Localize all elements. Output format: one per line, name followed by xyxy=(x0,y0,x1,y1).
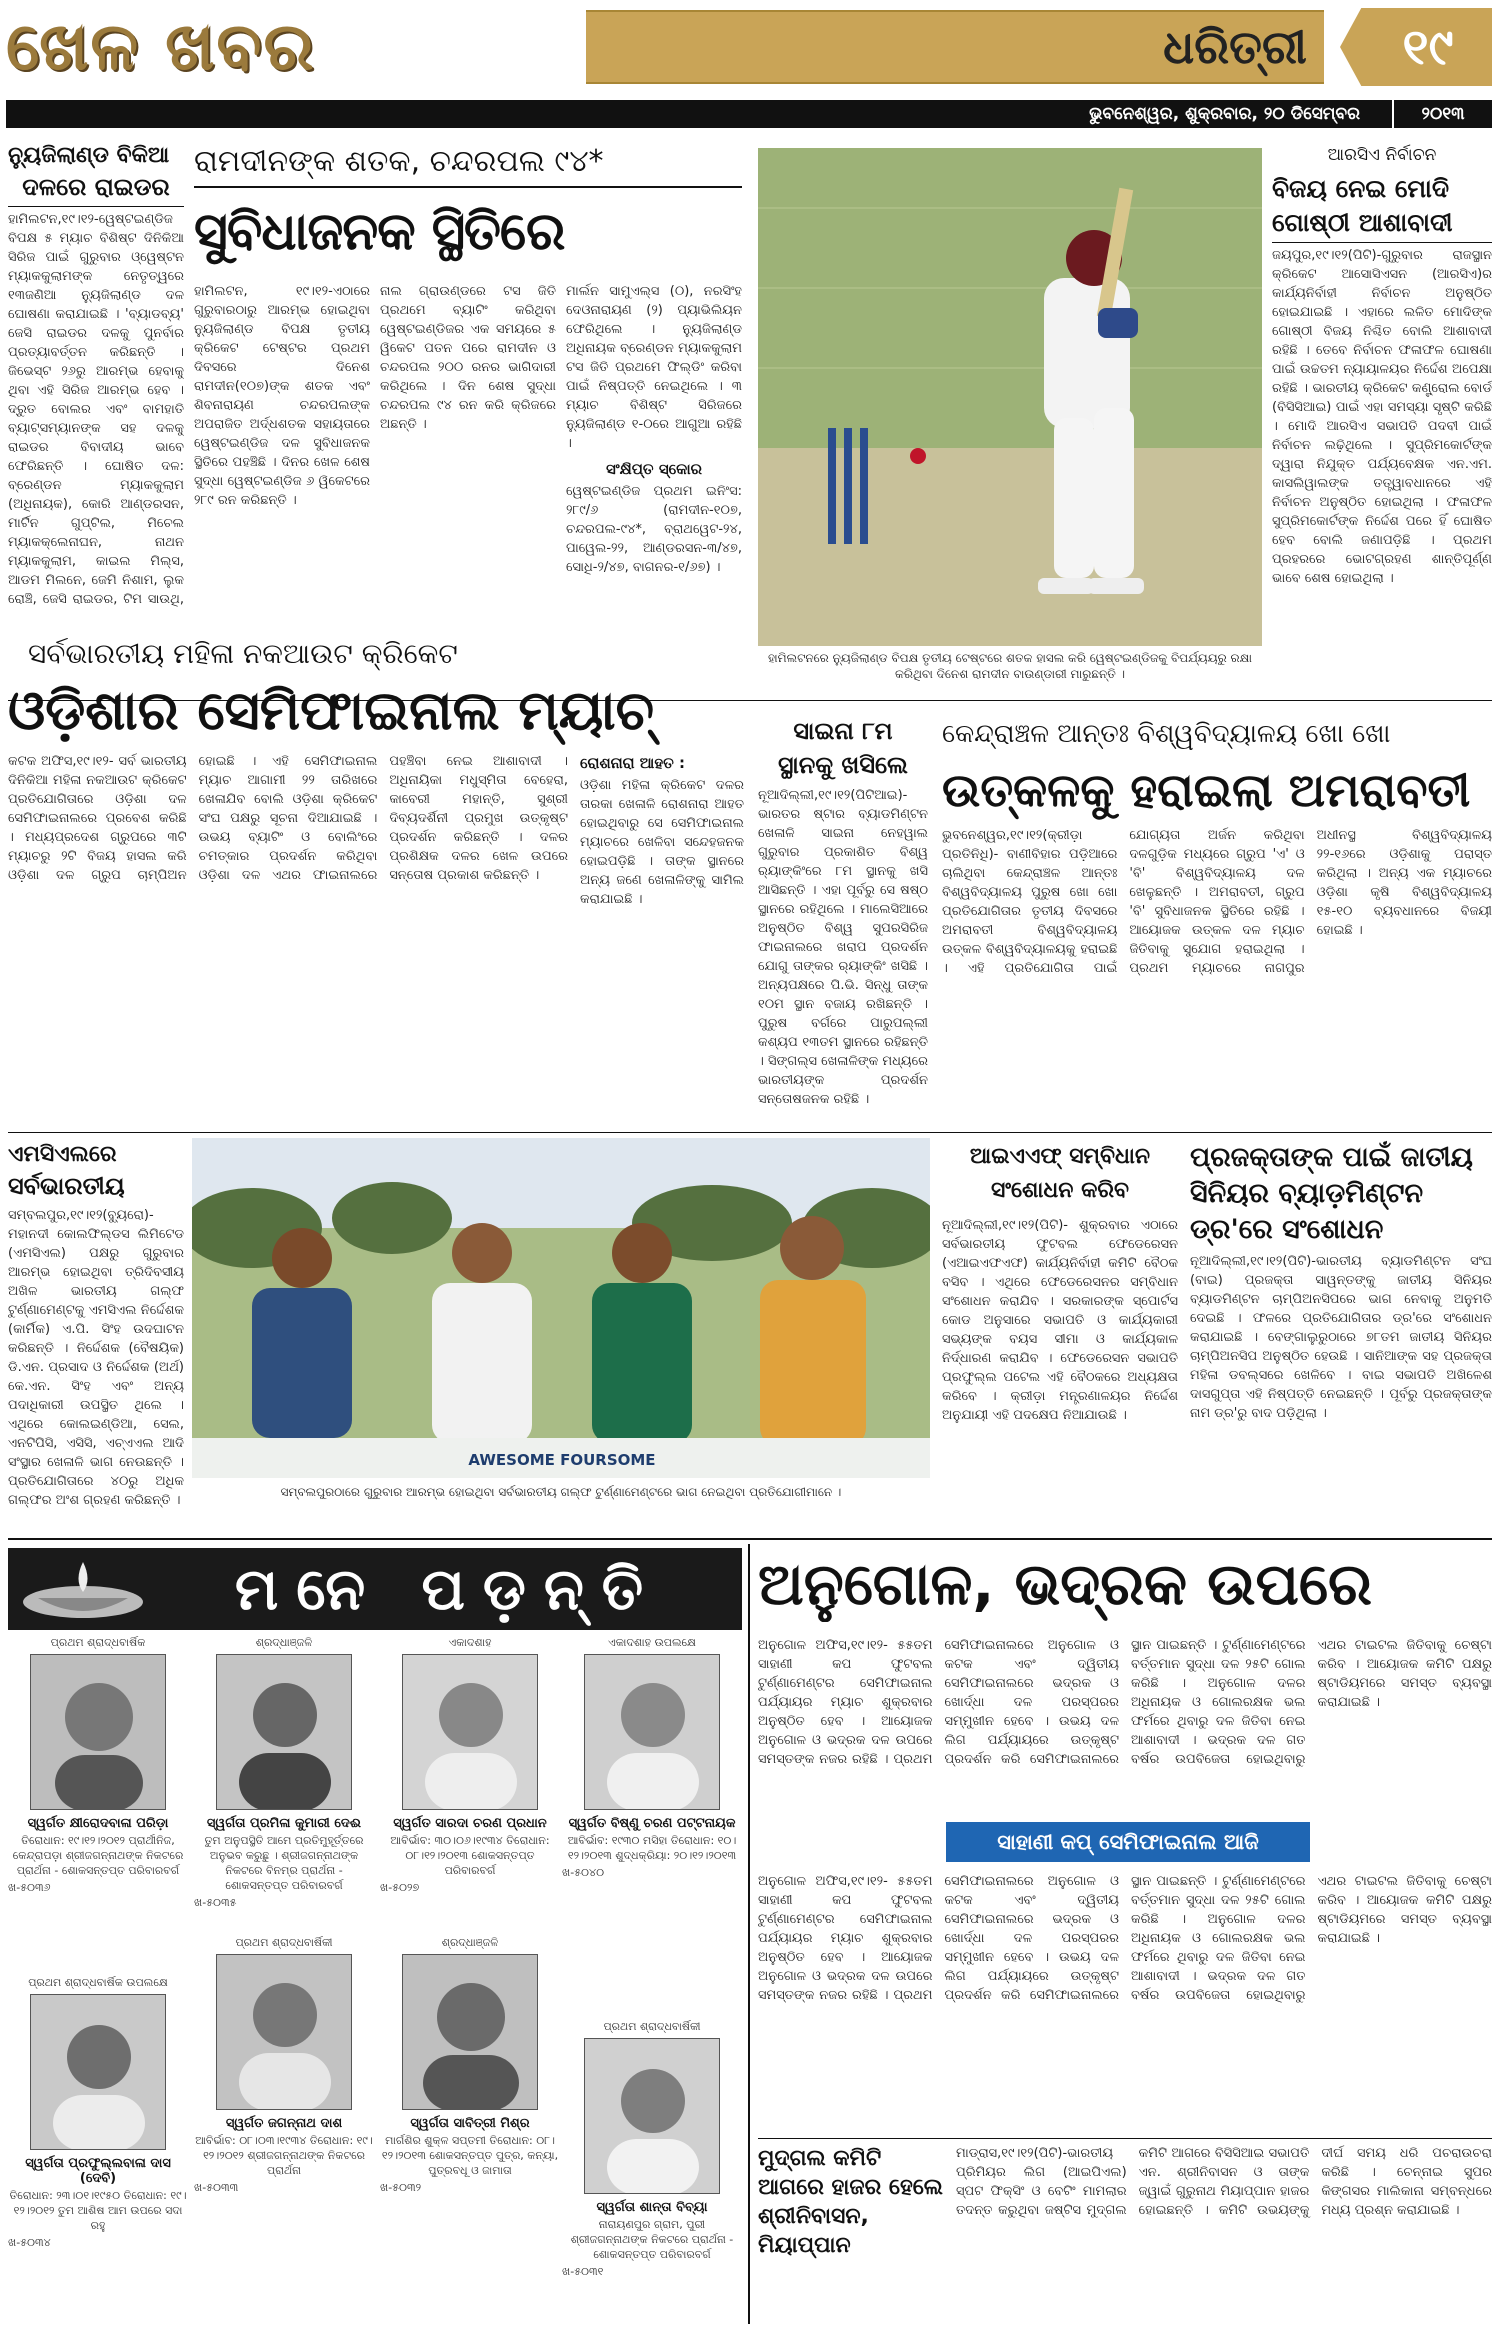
portrait xyxy=(216,1654,352,1810)
photo-caption: ହାମିଲଟନରେ ନ୍ୟୁଜିଲାଣ୍ଡ ବିପକ୍ଷ ତୃତୀୟ ଟେଷ୍ଟରେ ଶତକ ହାସଲ କରି ୱେଷ୍ଟଇଣ୍ଡିଜକୁ ବିପର୍ଯ୍ୟୟରୁ ରକ୍ଷା କରିଥିବା ଦିନେଶ ରାମଦୀନ ବାଉଣ୍ଡାରୀ ମାରୁଛନ୍ତି । xyxy=(767,651,1253,681)
vertical-divider xyxy=(748,1544,750,2324)
masthead xyxy=(0,0,1498,132)
dateline: ଭୁବନେଶ୍ୱର, ଶୁକ୍ରବାର, ୨୦ ଡିସେମ୍ବର xyxy=(1089,104,1360,124)
headline: ପ୍ରଜକ୍ତାଙ୍କ ପାଇଁ ଜାତୀୟ ସିନିୟର ବ୍ୟାଡ଼ମିଣ୍ଟନ ଡ୍ର'ରେ ସଂଶୋଧନ xyxy=(1190,1142,1473,1245)
headline: ସର୍ବଭାରତୀୟ xyxy=(8,1172,125,1200)
obit-card: ଏକାଦଶାହ ଉପଲକ୍ଷେ ସ୍ୱର୍ଗତ ବିଷ୍ଣୁ ଚରଣ ପଟ୍ଟନାୟକ ଆବିର୍ଭାବ: ୧୯୩୦ ମସିହା ତିରୋଧାନ: ୧୦।୧୨।୨୦୧୩ ଶୁଦ୍ଧକ୍ରିୟା: ୨୦।୧୨।୨୦୧୩ ଖ-୫୦୪୦ xyxy=(562,1636,737,1879)
story-body: ଭୁବନେଶ୍ୱର,୧୯।୧୨(କ୍ରୀଡ଼ା ପ୍ରତିନିଧି)- ବାଣୀବିହାର ପଡ଼ିଆରେ ଚାଲିଥିବା କେନ୍ଦ୍ରାଞ୍ଚଳ ଆନ୍ତଃ ବିଶ୍ୱବିଦ୍ୟାଳୟ ପୁରୁଷ ଖୋ ଖୋ ପ୍ରତିଯୋଗିତାର ତୃତୀୟ ଦିବସରେ ଅମରାବତୀ ବିଶ୍ୱବିଦ୍ୟାଳୟ ଉତ୍କଳ ବିଶ୍ୱବିଦ୍ୟାଳୟକୁ ହରାଇଛି । ଏହି ପ୍ରତିଯୋଗିତା ପାଇଁ ଯୋଗ୍ୟତା ଅର୍ଜନ କରିଥିବା ଦଳଗୁଡ଼ିକ ମଧ୍ୟରେ ଗ୍ରୁପ 'ଏ' ଓ 'ବି' ବିଶ୍ୱବିଦ୍ୟାଳୟ ଦଳ ଖେଳୁଛନ୍ତି । ଅମରାବତୀ, ଗ୍ରୁପ 'ବି' ସୁବିଧାଜନକ ସ୍ଥିତିରେ ରହିଛି । ଆୟୋଜକ ଉତ୍କଳ ଦଳ ମ୍ୟାଚ ଜିତିବାକୁ ସୁଯୋଗ ହରାଇଥିଲା । ପ୍ରଥମ ମ୍ୟାଚରେ ନାଗପୁର ଅଧୀନସ୍ଥ ବିଶ୍ୱବିଦ୍ୟାଳୟ ୨୨-୧୬ରେ ଓଡ଼ିଶାକୁ ପରାସ୍ତ କରିଥିଲା । ଅନ୍ୟ ଏକ ମ୍ୟାଚରେ ଓଡ଼ିଶା କୃଷି ବିଶ୍ୱବିଦ୍ୟାଳୟ ୧୫-୧୦ ବ୍ୟବଧାନରେ ବିଜୟୀ ହୋଇଛି । xyxy=(942,828,1492,976)
obit-card: ଶ୍ରଦ୍ଧାଞ୍ଜଳି ସ୍ୱର୍ଗତା ସାବିତ୍ରୀ ମିଶ୍ର ମାର୍ଗଶିର ଶୁକ୍ଳ ସପ୍ତମୀ ତିରୋଧାନ: ୦୮।୧୨।୨୦୧୩ ଶୋକସନ୍ତପ୍ତ ପୁତ୍ର, କନ୍ୟା, ପୁତ୍ରବଧୂ ଓ ଜାମାତା ଖ-୫୦୩୨ xyxy=(380,1936,559,2194)
obit-card: ଶ୍ରଦ୍ଧାଞ୍ଜଳି ସ୍ୱର୍ଗତା ପ୍ରମିଳା କୁମାରୀ ଦେଈ ତୁମ ଅନୁପସ୍ଥିତି ଆମେ ପ୍ରତିମୁହୂର୍ତ୍ତରେ ଅନୁଭବ କରୁଛୁ । ଶ୍ରୀଜଗନ୍ନାଥଙ୍କ ନିକଟରେ ବିନମ୍ର ପ୍ରାର୍ଥନା - ଶୋକସନ୍ତପ୍ତ ପରିବାରବର୍ଗ ଖ-୫୦୩୫ xyxy=(194,1636,364,1909)
sub-body: ଓଡ଼ିଶା ମହିଳା କ୍ରିକେଟ ଦଳର ତାରକା ଖେଳାଳି ରୋଶନାରା ଆହତ ହୋଇଥିବାରୁ ସେ ସେମିଫାଇନାଲ ମ୍ୟାଚରେ ଖେଳିବା ସନ୍ଦେହଜନକ ହୋଇପଡ଼ିଛି । ତାଙ୍କ ସ୍ଥାନରେ ଅନ୍ୟ ଜଣେ ଖେଳାଳିଙ୍କୁ ସାମିଲ କରାଯାଇଛି । xyxy=(580,778,744,907)
photo-banner: AWESOME FOURSOME xyxy=(468,1451,656,1469)
story-badminton xyxy=(1190,1140,1492,1540)
obituary-grid xyxy=(8,1636,742,2326)
obit-card: ପ୍ରଥମ ଶ୍ରାଦ୍ଧବାର୍ଷିକୀ ସ୍ୱର୍ଗତ ଜଗନ୍ନାଥ ଦାଶ ଆବିର୍ଭାବ: ୦୮।୦୩।୧୯୩୪ ତିରୋଧାନ: ୧୯।୧୨।୨୦୧୨ ଶ୍ରୀଜଗନ୍ନାଥଙ୍କ ନିକଟରେ ପ୍ରାର୍ଥନା ଖ-୫୦୩୩ xyxy=(194,1936,373,2194)
divider xyxy=(1272,242,1492,243)
diya-icon xyxy=(18,1554,148,1624)
headline: ବିଜୟ ନେଇ ମୋଦି ଗୋଷ୍ଠୀ ଆଶାବାଦୀ xyxy=(1272,174,1453,237)
kicker: କେନ୍ଦ୍ରାଞ୍ଚଳ ଆନ୍ତଃ ବିଶ୍ୱବିଦ୍ୟାଳୟ ଖୋ ଖୋ xyxy=(942,719,1391,749)
golf-caption: ସମ୍ବଲପୁରଠାରେ ଗୁରୁବାର ଆରମ୍ଭ ହୋଇଥିବା ସର୍ବଭାରତୀୟ ଗଲ୍ଫ ଟୁର୍ଣ୍ଣାମେଣ୍ଟରେ ଭାଗ ନେଇଥିବା ପ୍ରତିଯୋଗୀମାନେ । xyxy=(280,1485,842,1499)
section-divider xyxy=(8,1132,1492,1133)
headline: ଦଳରେ ରାଇଡର xyxy=(22,173,170,201)
story-kho-kho xyxy=(942,708,1492,1128)
ball xyxy=(910,448,926,464)
kicker: ଆରସିଏ ନିର୍ବାଚନ xyxy=(1327,145,1437,165)
story-iaaf xyxy=(942,1140,1178,1540)
story-body: ନୂଆଦିଲ୍ଲୀ,୧୯।୧୨(ପିଟି)-ଭାରତୀୟ ବ୍ୟାଡମିଣ୍ଟନ ସଂଘ (ବାଇ) ପ୍ରଜକ୍ତା ସାୱନ୍ତଙ୍କୁ ଜାତୀୟ ସିନିୟର ବ୍ୟାଡମିଣ୍ଟନ ଚାମ୍ପିଅନସିପରେ ଭାଗ ନେବାକୁ ଅନୁମତି ଦେଇଛି । ଫଳରେ ପ୍ରତିଯୋଗିତାର ଡ୍ର'ରେ ସଂଶୋଧନ କରାଯାଇଛି । ବେଙ୍ଗାଲୁରୁଠାରେ ୭୮ତମ ଜାତୀୟ ସିନିୟର ଚାମ୍ପିଅନସିପ ଅନୁଷ୍ଠିତ ହେଉଛି । ସାନିଆଙ୍କ ସହ ପ୍ରଜକ୍ତା ମହିଳା ଡବଲ୍ସରେ ଖେଳିବେ । ବାଇ ସଭାପତି ଅଖିଳେଶ ଦାସଗୁପ୍ତା ଏହି ନିଷ୍ପତ୍ତି ନେଇଛନ୍ତି । ପୂର୍ବରୁ ପ୍ରଜକ୍ତାଙ୍କ ନାମ ଡ୍ର'ରୁ ବାଦ ପଡ଼ିଥିଲା । xyxy=(1190,1254,1492,1421)
portrait xyxy=(584,1654,720,1810)
story-saina xyxy=(758,708,928,1128)
page-number: ୧୯ xyxy=(1402,18,1454,76)
story-body: ନୂଆଦିଲ୍ଲୀ,୧୯।୧୨(ପିଟି)- ଶୁକ୍ରବାର ଏଠାରେ ସର୍ବଭାରତୀୟ ଫୁଟବଲ ଫେଡେରେସନ (ଏଆଇଏଫଏଫ) କାର୍ଯ୍ୟନିର୍ବାହୀ କମିଟି ବୈଠକ ବସିବ । ଏଥିରେ ଫେଡେରେସନର ସମ୍ବିଧାନ ସଂଶୋଧନ କରାଯିବ । ସରକାରଙ୍କ ସ୍ପୋର୍ଟସ କୋଡ ଅନୁସାରେ ସଭାପତି ଓ କାର୍ଯ୍ୟକାରୀ ସଭ୍ୟଙ୍କ ବୟସ ସୀମା ଓ କାର୍ଯ୍ୟକାଳ ନିର୍ଦ୍ଧାରଣ କରାଯିବ । ଫେଡେରେସନ ସଭାପତି ପ୍ରଫୁଲ୍ଲ ପଟେଲ ଏହି ବୈଠକରେ ଅଧ୍ୟକ୍ଷତା କରିବେ । କ୍ରୀଡ଼ା ମନ୍ତ୍ରଣାଳୟର ନିର୍ଦ୍ଦେଶ ଅନୁଯାୟୀ ଏହି ପଦକ୍ଷେପ ନିଆଯାଉଛି । xyxy=(942,1218,1178,1423)
year-box: ୨୦୧୩ xyxy=(1392,100,1492,128)
headline: ଆଇଏଏଫ୍ ସମ୍ବିଧାନ ସଂଶୋଧନ କରିବ xyxy=(969,1144,1151,1203)
story-body: ମାଡ୍ରାସ,୧୯।୧୨(ପିଟି)-ଭାରତୀୟ ପ୍ରିମିୟର ଲିଗ (ଆଇପିଏଲ) ସ୍ପଟ ଫିକ୍ସିଂ ଓ ବେଟିଂ ମାମଲାର ତଦନ୍ତ କରୁଥିବା ଜଷ୍ଟିସ ମୁଦ୍ଗଲ କମିଟି ଆଗରେ ବିସିସିଆଇ ସଭାପତି ଏନ. ଶ୍ରୀନିବାସନ ଓ ତାଙ୍କ ଜ୍ୱାଇଁ ଗୁରୁନାଥ ମିୟାପ୍ପାନ ହାଜର ହୋଇଛନ୍ତି । କମିଟି ଉଭୟଙ୍କୁ ଦୀର୍ଘ ସମୟ ଧରି ପଚରାଉଚରା କରିଛି । ଚେନ୍ନାଇ ସୁପର କିଙ୍ଗସର ମାଲିକାନା ସମ୍ବନ୍ଧରେ ମଧ୍ୟ ପ୍ରଶ୍ନ କରାଯାଇଛି । xyxy=(956,2146,1492,2218)
kicker: ସାଇନା ୮ମ xyxy=(793,717,893,745)
headline: ଓଡ଼ିଶାର ସେମିଫାଇନାଲ ମ୍ୟାଚ୍ xyxy=(8,679,655,742)
story-body: କଟକ ଅଫିସ,୧୯।୧୨- ସର୍ବ ଭାରତୀୟ ଦିନିକିଆ ମହିଳା ନକଆଉଟ କ୍ରିକେଟ ପ୍ରତିଯୋଗିତାରେ ଓଡ଼ିଶା ଦଳ ସେମିଫାଇନାଲରେ ପ୍ରବେଶ କରିଛି । ମଧ୍ୟପ୍ରଦେଶ ଗ୍ରୁପରେ ୩ଟି ମ୍ୟାଚରୁ ୨ଟି ବିଜୟ ହାସଲ କରି ଓଡ଼ିଶା ଦଳ ଗ୍ରୁପ ଚାମ୍ପିଅନ ହୋଇଛି । ଏହି ସେମିଫାଇନାଲ ମ୍ୟାଚ ଆଗାମୀ ୨୨ ତାରିଖରେ ଖେଳାଯିବ ବୋଲି ଓଡ଼ିଶା କ୍ରିକେଟ ସଂଘ ପକ୍ଷରୁ ସୂଚନା ଦିଆଯାଇଛି । ଉଭୟ ବ୍ୟାଟିଂ ଓ ବୋଲିଂରେ ଚମତ୍କାର ପ୍ରଦର୍ଶନ କରିଥିବା ଓଡ଼ିଶା ଦଳ ଏଥର ଫାଇନାଲରେ ପହଞ୍ଚିବା ନେଇ ଆଶାବାଦୀ । ଅଧିନାୟିକା ମଧୁସ୍ମିତା ବେହେରା, କାବେରୀ ମହାନ୍ତି, ସୁଶ୍ରୀ ଦିବ୍ୟଦର୍ଶିନୀ ପ୍ରମୁଖ ଉତ୍କୃଷ୍ଟ ପ୍ରଦର୍ଶନ କରିଛନ୍ତି । ଦଳର ପ୍ରଶିକ୍ଷକ ଦଳର ଖେଳ ଉପରେ ସନ୍ତୋଷ ପ୍ରକାଶ କରିଛନ୍ତି । xyxy=(8,754,568,883)
section-divider xyxy=(8,1538,1492,1540)
story-body: ହାମିଲଟନ,୧୯।୧୨-ୱେଷ୍ଟଇଣ୍ଡିଜ ବିପକ୍ଷ ୫ ମ୍ୟାଚ ବିଶିଷ୍ଟ ଦିନିକିଆ ସିରିଜ ପାଇଁ ଗୁରୁବାର ଓ୍ୱେଷ୍ଟନ ମ୍ୟାକକୁଲାମଙ୍କ ନେତୃତ୍ୱରେ ୧୩ଜଣିଆ ନ୍ୟୁଜିଲାଣ୍ଡ ଦଳ ଘୋଷଣା କରାଯାଇଛି । 'ବ୍ୟାଡବ୍ୟ' ଜେସି ରାଇଡର ଦଳକୁ ପୁନର୍ବାର ପ୍ରତ୍ୟାବର୍ତ୍ତନ କରିଛନ୍ତି । ଜିଭେସ୍ଟ ୨୬ରୁ ଆରମ୍ଭ ହେବାକୁ ଥିବା ଏହି ସିରିଜ ଆରମ୍ଭ ହେବ । ଦ୍ରୁତ ବୋଲର ଏବଂ ବାମହାତି ବ୍ୟାଟ୍ସମ୍ୟାନଙ୍କ ସହ ଦଳକୁ ରାଇଡର ବିବାଦୀୟ ଭାବେ ଫେରିଛନ୍ତି । ଘୋଷିତ ଦଳ: ବ୍ରେଣ୍ଡନ ମ୍ୟାକକୁଲାମ (ଅଧିନାୟକ), କୋରି ଆଣ୍ଡରସନ, ମାର୍ଟିନ ଗୁପ୍ଟିଲ, ମିଚେଲ ମ୍ୟାକକ୍ଲେନାଘନ, ନାଥନ ମ୍ୟାକକୁଲାମ, କାଇଲ ମିଲ୍ସ, ଆଡମ ମିଲନେ, ଜେମି ନିଶାମ, ଲୁକ ରୋଞ୍ଚି, ଜେସି ରାଇଡର, ଟିମ ସାଉଥି, xyxy=(8,212,184,607)
section-divider xyxy=(758,2138,1492,2139)
story-body: ନୂଆଦିଲ୍ଲୀ,୧୯।୧୨(ପିଟିଆଇ)- ଭାରତର ଷ୍ଟାର ବ୍ୟାଡମିଣ୍ଟନ ଖେଳାଳି ସାଇନା ନେହୱାଲ ଗୁରୁବାର ପ୍ରକାଶିତ ବିଶ୍ୱ ର‍୍ୟାଙ୍କିଂରେ ୮ମ ସ୍ଥାନକୁ ଖସି ଆସିଛନ୍ତି । ଏହା ପୂର୍ବରୁ ସେ ଷଷ୍ଠ ସ୍ଥାନରେ ରହିଥିଲେ । ମାଲେସିଆରେ ଅନୁଷ୍ଠିତ ବିଶ୍ୱ ସୁପରସିରିଜ ଫାଇନାଲରେ ଖରାପ ପ୍ରଦର୍ଶନ ଯୋଗୁ ତାଙ୍କର ର‍୍ୟାଙ୍କିଂ ଖସିଛି । ଅନ୍ୟପକ୍ଷରେ ପି.ଭି. ସିନ୍ଧୁ ତାଙ୍କ ୧୦ମ ସ୍ଥାନ ବଜାୟ ରଖିଛନ୍ତି । ପୁରୁଷ ବର୍ଗରେ ପାରୁପଲ୍ଲୀ କଶ୍ୟପ ୧୩ତମ ସ୍ଥାନରେ ରହିଛନ୍ତି । ସିଙ୍ଗଲ୍ସ ଖେଳାଳିଙ୍କ ମଧ୍ୟରେ ଭାରତୀୟଙ୍କ ପ୍ରଦର୍ଶନ ସନ୍ତୋଷଜନକ ରହିଛି । xyxy=(758,788,928,1107)
score-title: ସଂକ୍ଷିପ୍ତ ସ୍କୋର xyxy=(605,460,703,478)
story-srinivasan xyxy=(758,2144,1492,2324)
sub-title: ରୋଶନାରା ଆହତ : xyxy=(580,754,685,772)
headline: ସୁବିଧାଜନକ ସ୍ଥିତିରେ xyxy=(194,202,565,262)
portrait xyxy=(216,1954,352,2110)
col-1: ହାମିଲଟନ, ୧୯।୧୨-ଏଠାରେ ଗୁରୁବାରଠାରୁ ଆରମ୍ଭ ହୋଇଥିବା ନ୍ୟୁଜିଲାଣ୍ଡ ବିପକ୍ଷ ତୃତୀୟ କ୍ରିକେଟ ଟେଷ୍ଟର ପ୍ରଥମ ଦିବସରେ ଦିନେଶ ରାମଦୀନ(୧୦୭)ଙ୍କ ଶତକ ଏବଂ ଶିବନାରାୟଣ ଚନ୍ଦରପଲଙ୍କ ଅପରାଜିତ ଅର୍ଦ୍ଧଶତକ ସହାୟତାରେ ୱେଷ୍ଟଇଣ୍ଡିଜ ଦଳ ସୁବିଧାଜନକ ସ୍ଥିତିରେ ପହଞ୍ଚିଛି । ଦିନର ଖେଳ ଶେଷ ସୁଦ୍ଧା ୱେଷ୍ଟଇଣ୍ଡିଜ ୬ ୱିକେଟରେ ୨୮୯ ରନ କରିଛନ୍ତି । xyxy=(194,284,370,508)
section-title: ଖେଳ ଖବର xyxy=(6,7,316,85)
kicker: ରାମଦୀନଙ୍କ ଶତକ, ଚନ୍ଦରପଲ ୯୪* xyxy=(194,144,604,179)
col-3: ମାର୍ଲନ ସାମୁଏଲ୍ସ (୦), ନରସିଂହ ଦେଓନାରାୟଣ (୨) ପ୍ୟାଭିଲିୟନ ଫେରିଥିଲେ । ନ୍ୟୁଜିଲାଣ୍ଡ ଅଧିନାୟକ ବ୍ରେଣ୍ଡନ ମ୍ୟାକକୁଲାମ ଟସ ଜିତି ପ୍ରଥମେ ଫିଲ୍ଡିଂ କରିବା ପାଇଁ ନିଷ୍ପତ୍ତି ନେଇଥିଲେ । ୩ ମ୍ୟାଚ ବିଶିଷ୍ଟ ସିରିଜରେ ନ୍ୟୁଜିଲାଣ୍ଡ ୧-୦ରେ ଆଗୁଆ ରହିଛି । xyxy=(566,284,742,451)
obituary-banner xyxy=(8,1548,742,1630)
story-nz xyxy=(8,142,184,612)
headline: ଉତ୍କଳକୁ ହରାଇଲା ଅମରାବତୀ xyxy=(942,763,1471,817)
headline: ସ୍ଥାନକୁ ଖସିଲେ xyxy=(778,751,908,779)
obit-card: ପ୍ରଥମ ଶ୍ରାଦ୍ଧବାର୍ଷିକ ଉପଲକ୍ଷେ ସ୍ୱର୍ଗତା ପ୍ରଫୁଲ୍ଲବାଳା ଦାସ (ଦେବି) ତିରୋଧାନ: ୨୩।୦୧।୧୯୫୦ ତିରୋଧାନ: ୧୯।୧୨।୨୦୧୨ ତୁମ ଆଶିଷ ଆମ ଉପରେ ସଦା ରହୁ ଖ-୫୦୩୪ xyxy=(8,1976,187,2249)
banner-title: ମନେ ପଡ଼ନ୍ତି xyxy=(234,1555,662,1623)
paper-name: ଧରିତ୍ରୀ xyxy=(1163,20,1307,74)
cricket-photo xyxy=(758,148,1262,646)
story-angul xyxy=(758,1546,1492,2136)
headline: ଅନୁଗୋଳ, ଭଦ୍ରକ ଉପରେ xyxy=(758,1550,1372,1618)
sub-box: ସାହାଣୀ କପ୍ ସେମିଫାଇନାଲ ଆଜି xyxy=(946,1822,1310,1862)
divider xyxy=(194,186,742,188)
story-golf xyxy=(8,1140,184,1540)
golf-photo xyxy=(192,1138,930,1478)
portrait xyxy=(584,2038,720,2194)
kicker: ସର୍ବଭାରତୀୟ ମହିଳା ନକଆଉଟ କ୍ରିକେଟ xyxy=(28,637,458,670)
obit-card: ଏକାଦଶାହ ସ୍ୱର୍ଗତ ସାରଦା ଚରଣ ପ୍ରଧାନ ଆବିର୍ଭାବ: ୩୦।୦୬।୧୯୩୪ ତିରୋଧାନ: ୦୮।୧୨।୨୦୧୩ ଶୋକସନ୍ତପ୍ତ ପରିବାରବର୍ଗ ଖ-୫୦୨୭ xyxy=(380,1636,550,1894)
score-body: ୱେଷ୍ଟଇଣ୍ଡିଜ ପ୍ରଥମ ଇନିଂସ: ୨୮୯/୬ (ରାମଦୀନ-୧୦୭, ଚନ୍ଦରପଲ-୯୪*, ବ୍ରାଥୱେଟ-୨୪, ପାୱେଲ-୨୨, ଆଣ୍ଡରସନ-୩/୪୭, ସୋଧି-୨/୪୭, ବାଗନର-୧/୬୭) । xyxy=(566,484,742,575)
portrait xyxy=(402,1954,538,2110)
kicker: ନ୍ୟୁଜିଲାଣ୍ଡ ବିକିଆ xyxy=(8,143,170,168)
kicker: ଏମସିଏଲରେ xyxy=(8,1142,117,1167)
story-body: ଜୟପୁର,୧୯।୧୨(ପିଟି)-ଗୁରୁବାର ରାଜସ୍ଥାନ କ୍ରିକେଟ ଆସୋସିଏସନ (ଆରସିଏ)ର କାର୍ଯ୍ୟନିର୍ବାହୀ ନିର୍ବାଚନ ଅନୁଷ୍ଠିତ ହୋଇଯାଇଛି । ଏହାରେ ଲଳିତ ମୋଦିଙ୍କ ଗୋଷ୍ଠୀ ବିଜୟ ନିଶ୍ଚିତ ବୋଲି ଆଶାବାଦୀ ରହିଛି । ତେବେ ନିର୍ବାଚନ ଫଳାଫଳ ଘୋଷଣା ପାଇଁ ଉଚ୍ଚତମ ନ୍ୟାୟାଳୟର ନିର୍ଦ୍ଦେଶ ଅପେକ୍ଷା ରହିଛି । ଭାରତୀୟ କ୍ରିକେଟ କଣ୍ଟ୍ରୋଲ ବୋର୍ଡ (ବିସିସିଆଇ) ପାଇଁ ଏହା ସମସ୍ୟା ସୃଷ୍ଟି କରିଛି । ମୋଦି ଆରସିଏ ସଭାପତି ପଦବୀ ପାଇଁ ନିର୍ବାଚନ ଲଢ଼ିଥିଲେ । ସୁପ୍ରିମକୋର୍ଟଙ୍କ ଦ୍ୱାରା ନିଯୁକ୍ତ ପର୍ଯ୍ୟବେକ୍ଷକ ଏନ.ଏମ. କାସଲିୱାଲଙ୍କ ତତ୍ତ୍ୱାବଧାନରେ ଏହି ନିର୍ବାଚନ ଅନୁଷ୍ଠିତ ହୋଇଥିଲା । ଫଳାଫଳ ସୁପ୍ରିମକୋର୍ଟଙ୍କ ନିର୍ଦ୍ଦେଶ ପରେ ହିଁ ଘୋଷିତ ହେବ ବୋଲି ଜଣାପଡ଼ିଛି । ପ୍ରଥମ ପ୍ରହରରେ ଭୋଟଗ୍ରହଣ ଶାନ୍ତିପୂର୍ଣ୍ଣ ଭାବେ ଶେଷ ହୋଇଥିଲା । xyxy=(1272,248,1492,586)
story-body: ଅନୁଗୋଳ ଅଫିସ,୧୯।୧୨- ୫୫ତମ ସାହାଣୀ କପ ଫୁଟବଲ ଟୁର୍ଣ୍ଣାମେଣ୍ଟର ସେମିଫାଇନାଲ ପର୍ଯ୍ୟାୟର ମ୍ୟାଚ ଶୁକ୍ରବାର ଅନୁଷ୍ଠିତ ହେବ । ଆୟୋଜକ ଅନୁଗୋଳ ଓ ଭଦ୍ରକ ଦଳ ଉପରେ ସମସ୍ତଙ୍କ ନଜର ରହିଛି । ପ୍ରଥମ ସେମିଫାଇନାଲରେ ଅନୁଗୋଳ ଓ କଟକ ଏବଂ ଦ୍ୱିତୀୟ ସେମିଫାଇନାଲରେ ଭଦ୍ରକ ଓ ଖୋର୍ଦ୍ଧା ଦଳ ପରସ୍ପରର ସମ୍ମୁଖୀନ ହେବେ । ଉଭୟ ଦଳ ଲିଗ ପର୍ଯ୍ୟାୟରେ ଉତ୍କୃଷ୍ଟ ପ୍ରଦର୍ଶନ କରି ସେମିଫାଇନାଲରେ ସ୍ଥାନ ପାଇଛନ୍ତି । ଟୁର୍ଣ୍ଣାମେଣ୍ଟରେ ବର୍ତ୍ତମାନ ସୁଦ୍ଧା ଦଳ ୨୫ଟି ଗୋଲ କରିଛି । ଅନୁଗୋଳ ଦଳର ଅଧିନାୟକ ଓ ଗୋଲରକ୍ଷକ ଭଲ ଫର୍ମରେ ଥିବାରୁ ଦଳ ଜିତିବା ନେଇ ଆଶାବାଦୀ । ଭଦ୍ରକ ଦଳ ଗତ ବର୍ଷର ଉପବିଜେତା ହୋଇଥିବାରୁ ଏଥର ଟାଇଟଲ ଜିତିବାକୁ ଚେଷ୍ଟା କରିବ । ଆୟୋଜକ କମିଟି ପକ୍ଷରୁ ଷ୍ଟାଡିୟମରେ ସମସ୍ତ ବ୍ୟବସ୍ଥା କରାଯାଇଛି । xyxy=(758,1638,1492,1767)
story-body-continued: ଅନୁଗୋଳ ଅଫିସ,୧୯।୧୨- ୫୫ତମ ସାହାଣୀ କପ ଫୁଟବଲ ଟୁର୍ଣ୍ଣାମେଣ୍ଟର ସେମିଫାଇନାଲ ପର୍ଯ୍ୟାୟର ମ୍ୟାଚ ଶୁକ୍ରବାର ଅନୁଷ୍ଠିତ ହେବ । ଆୟୋଜକ ଅନୁଗୋଳ ଓ ଭଦ୍ରକ ଦଳ ଉପରେ ସମସ୍ତଙ୍କ ନଜର ରହିଛି । ପ୍ରଥମ ସେମିଫାଇନାଲରେ ଅନୁଗୋଳ ଓ କଟକ ଏବଂ ଦ୍ୱିତୀୟ ସେମିଫାଇନାଲରେ ଭଦ୍ରକ ଓ ଖୋର୍ଦ୍ଧା ଦଳ ପରସ୍ପରର ସମ୍ମୁଖୀନ ହେବେ । ଉଭୟ ଦଳ ଲିଗ ପର୍ଯ୍ୟାୟରେ ଉତ୍କୃଷ୍ଟ ପ୍ରଦର୍ଶନ କରି ସେମିଫାଇନାଲରେ ସ୍ଥାନ ପାଇଛନ୍ତି । ଟୁର୍ଣ୍ଣାମେଣ୍ଟରେ ବର୍ତ୍ତମାନ ସୁଦ୍ଧା ଦଳ ୨୫ଟି ଗୋଲ କରିଛି । ଅନୁଗୋଳ ଦଳର ଅଧିନାୟକ ଓ ଗୋଲରକ୍ଷକ ଭଲ ଫର୍ମରେ ଥିବାରୁ ଦଳ ଜିତିବା ନେଇ ଆଶାବାଦୀ । ଭଦ୍ରକ ଦଳ ଗତ ବର୍ଷର ଉପବିଜେତା ହୋଇଥିବାରୁ ଏଥର ଟାଇଟଲ ଜିତିବାକୁ ଚେଷ୍ଟା କରିବ । ଆୟୋଜକ କମିଟି ପକ୍ଷରୁ ଷ୍ଟାଡିୟମରେ ସମସ୍ତ ବ୍ୟବସ୍ଥା କରାଯାଇଛି । xyxy=(758,1874,1492,2003)
divider xyxy=(8,206,184,207)
portrait xyxy=(30,1994,166,2150)
obit-card: ପ୍ରଥମ ଶ୍ରାଦ୍ଧବାର୍ଷିକ ସ୍ୱର୍ଗତ କ୍ଷୀରୋଦବାଳା ପରିଡ଼ା ତିରୋଧାନ: ୧୯।୧୨।୨୦୧୨ ପ୍ରାର୍ଥୀନିଜ, କେନ୍ଦ୍ରାପଡ଼ା ଶ୍ରୀଜଗନ୍ନାଥଙ୍କ ନିକଟରେ ପ୍ରାର୍ଥନା - ଶୋକସନ୍ତପ୍ତ ପରିବାରବର୍ଗ ଖ-୫୦୩୬ xyxy=(8,1636,184,1894)
story-rca xyxy=(1272,142,1492,702)
story-odisha xyxy=(8,630,744,1130)
headline: ମୁଦ୍ଗଲ କମିଟି ଆଗରେ ହାଜର ହେଲେ ଶ୍ରୀନିବାସନ, ମିୟାପ୍ପାନ xyxy=(758,2146,943,2258)
story-body: ସମ୍ବଲପୁର,୧୯।୧୨(ବ୍ୟୁରୋ)- ମହାନଦୀ କୋଲଫିଲ୍ଡସ ଲିମିଟେଡ (ଏମସିଏଲ) ପକ୍ଷରୁ ଗୁରୁବାର ଆରମ୍ଭ ହୋଇଥିବା ତ୍ରିଦିବସୀୟ ଅଖିଳ ଭାରତୀୟ ଗଲ୍ଫ ଟୁର୍ଣ୍ଣାମେଣ୍ଟକୁ ଏମସିଏଲ ନିର୍ଦ୍ଦେଶକ (କାର୍ମିକ) ଏ.ପି. ସିଂହ ଉଦଘାଟନ କରିଛନ୍ତି । ନିର୍ଦ୍ଦେଶକ (ବୈଷୟିକ) ଡି.ଏନ. ପ୍ରସାଦ ଓ ନିର୍ଦ୍ଦେଶକ (ଅର୍ଥ) କେ.ଏନ. ସିଂହ ଏବଂ ଅନ୍ୟ ପଦାଧିକାରୀ ଉପସ୍ଥିତ ଥିଲେ । ଏଥିରେ କୋଲଇଣ୍ଡିଆ, ସେଲ, ଏନଟିପିସି, ଏସିସି, ଏଚ୍ଏଏଲ ଆଦି ସଂସ୍ଥାର ଖେଳାଳି ଭାଗ ନେଉଛନ୍ତି । ପ୍ରତିଯୋଗିତାରେ ୪୦ରୁ ଅଧିକ ଗଲ୍ଫର ଅଂଶ ଗ୍ରହଣ କରିଛନ୍ତି । xyxy=(8,1208,184,1508)
col-2: ନାଲ ଗ୍ରାଉଣ୍ଡରେ ଟସ ଜିତି ପ୍ରଥମେ ବ୍ୟାଟିଂ କରିଥିବା ୱେଷ୍ଟଇଣ୍ଡିଜର ଏକ ସମୟରେ ୫ ୱିକେଟ ପତନ ପରେ ରାମଦୀନ ଓ ଚନ୍ଦରପଲ ୨୦୦ ରନର ଭାଗିଦାରୀ କରିଥିଲେ । ଦିନ ଶେଷ ସୁଦ୍ଧା ଚନ୍ଦରପଲ ୯୪ ରନ କରି କ୍ରିଜରେ ଅଛନ୍ତି । xyxy=(380,284,556,432)
portrait xyxy=(30,1654,166,1810)
portrait xyxy=(402,1654,538,1810)
story-wi xyxy=(194,142,742,632)
obit-card: ପ୍ରଥମ ଶ୍ରାଦ୍ଧବାର୍ଷିକୀ ସ୍ୱର୍ଗତା ଶାନ୍ତା ବିବ୍ୟା ନାରାୟଣପୁର ଗ୍ରାମ, ପୁରୀ ଶ୍ରୀଜଗନ୍ନାଥଙ୍କ ନିକଟରେ ପ୍ରାର୍ଥନା - ଶୋକସନ୍ତପ୍ତ ପରିବାରବର୍ଗ ଖ-୫୦୩୧ xyxy=(562,2020,734,2278)
stumps xyxy=(828,428,868,544)
